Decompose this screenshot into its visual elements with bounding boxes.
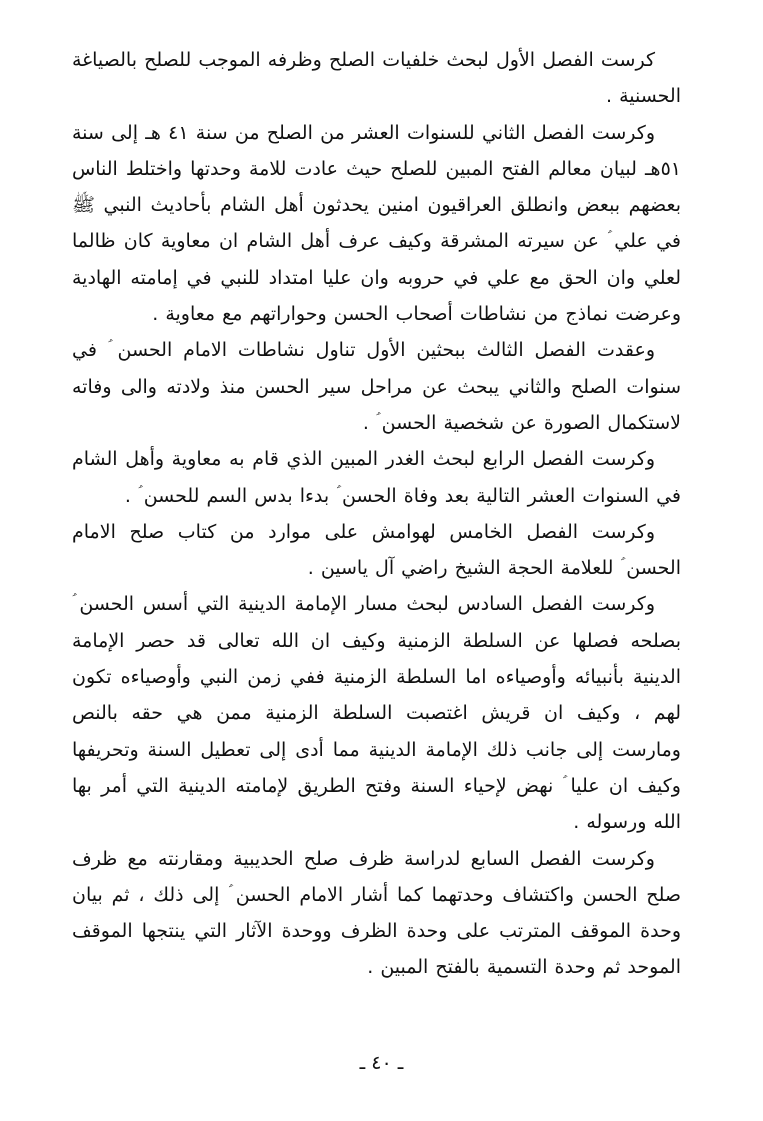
paragraph-chapter-3: وعقدت الفصل الثالث ببحثين الأول تناول نشاطات الامام الحسن ؑ في سنوات الصلح والثاني يبحث عن مراحل سير الحسن منذ ولادته والى وفاته لاستكمال الصورة عن شخصية الحسن ؑ . xyxy=(72,339,681,434)
page-body xyxy=(72,42,681,986)
page-number: ـ ٤٠ ـ xyxy=(359,1052,404,1074)
paragraph-chapter-6: وكرست الفصل السادس لبحث مسار الإمامة الدينية التي أسس الحسن ؑ بصلحه فصلها عن السلطة الزمنية وكيف ان الله تعالى قد حصر الإمامة الدينية بأنبيائه وأوصياءه اما السلطة الزمنية ففي زمن النبي وأوصياءه تكون لهم ، وكيف ان قريش اغتصبت السلطة الزمنية ممن هي حقه بالنص ومارست إلى جانب ذلك الإمامة الدينية مما أدى إلى تعطيل السنة وتحريفها وكيف ان عليا ؑ نهض لإحياء السنة وفتح الطريق لإمامته الدينية التي أمر بها الله ورسوله . xyxy=(72,593,681,834)
paragraph-chapter-4: وكرست الفصل الرابع لبحث الغدر المبين الذي قام به معاوية وأهل الشام في السنوات العشر التالية بعد وفاة الحسن ؑ بدءا بدس السم للحسن ؑ . xyxy=(72,448,681,507)
paragraph-chapter-1: كرست الفصل الأول لبحث خلفيات الصلح وظرفه الموجب للصلح بالصياغة الحسنية . xyxy=(72,49,681,108)
paragraph-chapter-5: وكرست الفصل الخامس لهوامش على موارد من كتاب صلح الامام الحسن ؑ للعلامة الحجة الشيخ راضي آل ياسين . xyxy=(72,520,681,580)
paragraph-chapter-2: وكرست الفصل الثاني للسنوات العشر من الصلح من سنة ٤١ هـ إلى سنة ٥١هـ لبيان معالم الفتح المبين للصلح حيث عادت للامة وحدتها واختلط الناس بعضهم ببعض وانطلق العراقيون امنين يحدثون أهل الشام بأحاديث النبي ﷺ في علي ؑ عن سيرته المشرقة وكيف عرف أهل الشام ان معاوية كان ظالما لعلي وان الحق مع علي في حروبه وان عليا امتداد للنبي في إمامته الهادية وعرضت نماذج من نشاطات أصحاب الحسن وحواراتهم مع معاوية . xyxy=(72,121,681,326)
paragraph-chapter-7: وكرست الفصل السابع لدراسة ظرف صلح الحديبية ومقارنته مع ظرف صلح الحسن واكتشاف وحدتهما كما أشار الامام الحسن ؑ إلى ذلك ، ثم بيان وحدة الموقف المترتب على وحدة الظرف ووحدة الآثار التي ينتجها الموقف الموحد ثم وحدة التسمية بالفتح المبين . xyxy=(72,847,681,979)
